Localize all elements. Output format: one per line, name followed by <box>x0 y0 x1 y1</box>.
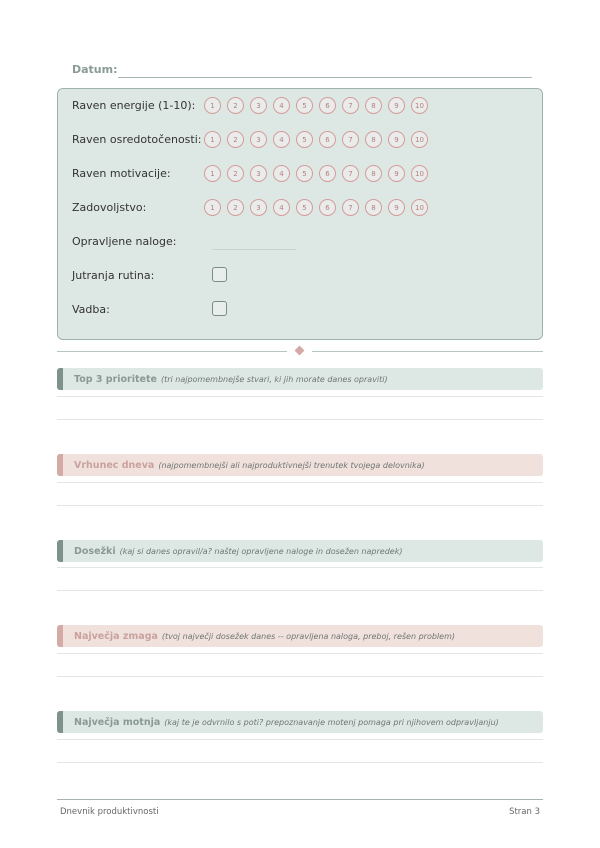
rating-option-4[interactable]: 4 <box>273 97 290 114</box>
date-row <box>72 63 532 79</box>
rating-option-5[interactable]: 5 <box>296 199 313 216</box>
writing-line[interactable] <box>57 419 543 420</box>
rating-option-10[interactable]: 10 <box>411 165 428 182</box>
section-description: (tri najpomembnejše stvari, ki jih morate danes opraviti) <box>160 375 388 384</box>
rating-option-8[interactable]: 8 <box>365 131 382 148</box>
motivation-label: Raven motivacije: <box>72 167 171 180</box>
section-top-priorities <box>57 368 543 390</box>
rating-option-9[interactable]: 9 <box>388 199 405 216</box>
rating-option-4[interactable]: 4 <box>273 131 290 148</box>
rating-option-8[interactable]: 8 <box>365 199 382 216</box>
rating-option-7[interactable]: 7 <box>342 165 359 182</box>
footer-title: Dnevnik produktivnosti <box>60 807 159 817</box>
morning-routine-checkbox[interactable] <box>212 267 227 282</box>
daily-tracker-panel <box>57 88 543 340</box>
tasks-label: Opravljene naloge: <box>72 235 177 248</box>
writing-line[interactable] <box>57 590 543 591</box>
date-label: Datum: <box>72 63 118 76</box>
rating-option-3[interactable]: 3 <box>250 165 267 182</box>
section-title: Največja motnja (kaj te je odvrnilo s poti? prepoznavanje motenj pomaga pri njihovem odpravljanju) <box>74 717 499 728</box>
rating-option-6[interactable]: 6 <box>319 97 336 114</box>
section-achievements <box>57 540 543 562</box>
rating-option-7[interactable]: 7 <box>342 97 359 114</box>
rating-option-8[interactable]: 8 <box>365 97 382 114</box>
writing-line[interactable] <box>57 676 543 677</box>
section-accent-bar <box>57 711 63 733</box>
rating-option-2[interactable]: 2 <box>227 199 244 216</box>
section-biggest-win <box>57 625 543 647</box>
rating-option-3[interactable]: 3 <box>250 131 267 148</box>
rating-option-8[interactable]: 8 <box>365 165 382 182</box>
rating-option-2[interactable]: 2 <box>227 165 244 182</box>
rating-option-1[interactable]: 1 <box>204 199 221 216</box>
morning-routine-label: Jutranja rutina: <box>72 269 155 282</box>
section-title: Top 3 prioritete (tri najpomembnejše stvari, ki jih morate danes opraviti) <box>74 374 388 385</box>
rating-option-1[interactable]: 1 <box>204 131 221 148</box>
writing-line[interactable] <box>57 396 543 397</box>
divider-left <box>57 351 287 352</box>
section-title: Vrhunec dneva (najpomembnejši ali najproduktivnejši trenutek tvojega delovnika) <box>74 460 425 471</box>
section-accent-bar <box>57 540 63 562</box>
rating-option-3[interactable]: 3 <box>250 199 267 216</box>
section-accent-bar <box>57 368 63 390</box>
section-description: (tvoj največji dosežek danes -- opravljena naloga, preboj, rešen problem) <box>161 632 455 641</box>
rating-option-6[interactable]: 6 <box>319 165 336 182</box>
section-accent-bar <box>57 625 63 647</box>
writing-line[interactable] <box>57 567 543 568</box>
rating-option-10[interactable]: 10 <box>411 97 428 114</box>
rating-option-5[interactable]: 5 <box>296 165 313 182</box>
section-description: (kaj si danes opravil/a? naštej opravljene naloge in dosežen napredek) <box>119 547 403 556</box>
energy-label: Raven energije (1-10): <box>72 99 196 112</box>
rating-option-1[interactable]: 1 <box>204 97 221 114</box>
motivation-scale <box>204 165 434 185</box>
section-description: (kaj te je odvrnilo s poti? prepoznavanje motenj pomaga pri njihovem odpravljanju) <box>164 718 499 727</box>
rating-option-3[interactable]: 3 <box>250 97 267 114</box>
footer-divider <box>57 799 543 800</box>
rating-option-9[interactable]: 9 <box>388 131 405 148</box>
page-number: Stran 3 <box>509 807 540 817</box>
energy-scale <box>204 97 434 117</box>
writing-line[interactable] <box>57 505 543 506</box>
rating-option-9[interactable]: 9 <box>388 165 405 182</box>
rating-option-7[interactable]: 7 <box>342 131 359 148</box>
writing-line[interactable] <box>57 739 543 740</box>
focus-label: Raven osredotočenosti: <box>72 133 202 146</box>
rating-option-2[interactable]: 2 <box>227 97 244 114</box>
rating-option-5[interactable]: 5 <box>296 97 313 114</box>
tasks-field[interactable] <box>212 249 296 250</box>
focus-scale <box>204 131 434 151</box>
rating-option-7[interactable]: 7 <box>342 199 359 216</box>
workout-checkbox[interactable] <box>212 301 227 316</box>
workout-label: Vadba: <box>72 303 110 316</box>
rating-option-2[interactable]: 2 <box>227 131 244 148</box>
rating-option-6[interactable]: 6 <box>319 131 336 148</box>
diamond-ornament-icon <box>295 346 305 356</box>
rating-option-10[interactable]: 10 <box>411 199 428 216</box>
section-biggest-distraction <box>57 711 543 733</box>
section-accent-bar <box>57 454 63 476</box>
rating-option-1[interactable]: 1 <box>204 165 221 182</box>
satisfaction-scale <box>204 199 434 219</box>
section-description: (najpomembnejši ali najproduktivnejši trenutek tvojega delovnika) <box>158 461 425 470</box>
date-field[interactable] <box>118 77 532 78</box>
rating-option-10[interactable]: 10 <box>411 131 428 148</box>
writing-line[interactable] <box>57 653 543 654</box>
section-title: Dosežki (kaj si danes opravil/a? naštej opravljene naloge in dosežen napredek) <box>74 546 403 557</box>
divider-right <box>312 351 543 352</box>
section-day-highlight <box>57 454 543 476</box>
rating-option-6[interactable]: 6 <box>319 199 336 216</box>
writing-line[interactable] <box>57 762 543 763</box>
rating-option-4[interactable]: 4 <box>273 165 290 182</box>
satisfaction-label: Zadovoljstvo: <box>72 201 147 214</box>
rating-option-5[interactable]: 5 <box>296 131 313 148</box>
rating-option-9[interactable]: 9 <box>388 97 405 114</box>
section-title: Največja zmaga (tvoj največji dosežek danes -- opravljena naloga, preboj, rešen problem) <box>74 631 455 642</box>
writing-line[interactable] <box>57 482 543 483</box>
rating-option-4[interactable]: 4 <box>273 199 290 216</box>
